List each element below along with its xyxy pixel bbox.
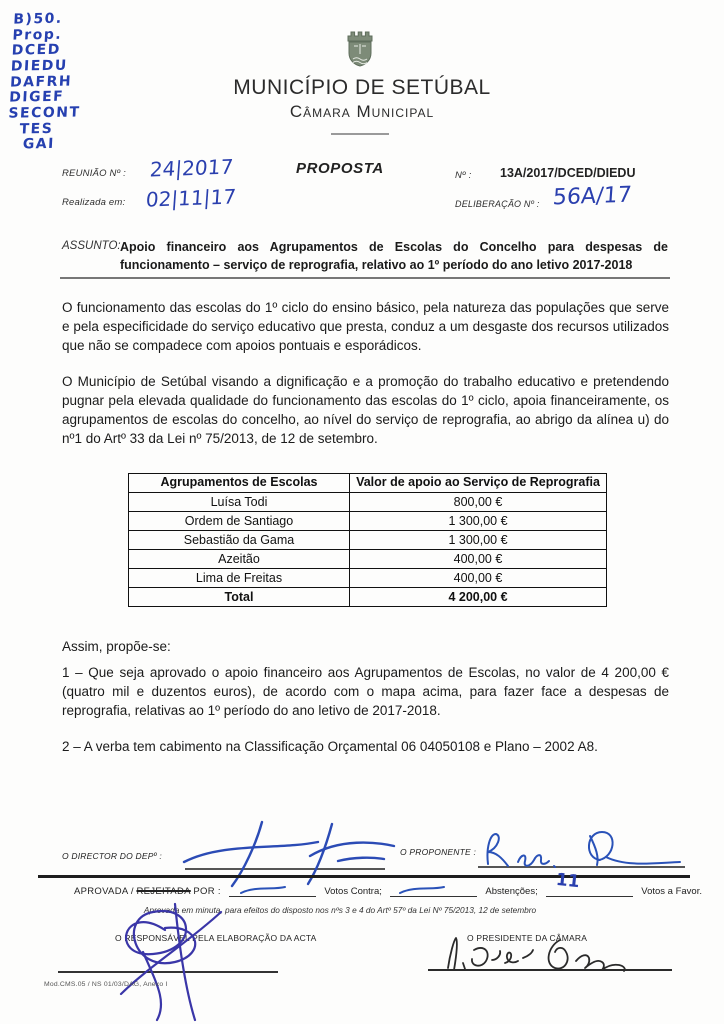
header-divider (331, 133, 389, 135)
handwritten-dash (237, 883, 289, 896)
proposal-item-2: 2 – A verba tem cabimento na Classificação Orçamental 06 04050108 e Plano – 2002 A8. (62, 739, 598, 754)
presidente-signature (436, 934, 651, 974)
responsavel-label: O RESPONSÁVEL PELA ELABORAÇÃO DA ACTA (115, 933, 317, 943)
por-label: POR : (193, 886, 221, 897)
grants-table (128, 473, 607, 607)
table-cell-school: Luísa Todi (129, 493, 350, 512)
routing-line: DAFRH (9, 73, 73, 91)
realizada-label: Realizada em: (62, 197, 126, 208)
numero-label: Nº : (455, 170, 472, 181)
assunto-text: Apoio financeiro aos Agrupamentos de Escolas do Concelho para despesas de funcionamento – serviço de reprografia, relativo ao 1º período do ano letivo 2017-2018 (120, 240, 668, 272)
table-cell-school: Azeitão (129, 550, 350, 569)
table-row (129, 531, 607, 550)
proponente-signature (478, 824, 688, 870)
voting-result-row (74, 869, 702, 897)
votos-favor-blank (546, 869, 634, 897)
routing-line: DCED (11, 42, 62, 59)
table-total-row (129, 588, 607, 607)
votos-contra-label: Votos Contra; (324, 886, 382, 897)
responsavel-signature (95, 896, 245, 1024)
body-paragraph-1: O funcionamento das escolas do 1º ciclo do ensino básico, pela natureza das populações que serve e pela especificidade do serviço educativo que presta, conduz a um desgaste dos recursos utilizados que não se compadece com apoios pontuais e esporádicos. (62, 300, 669, 354)
abstencoes-blank (390, 883, 478, 897)
table-row (129, 569, 607, 588)
routing-line: SECONT (7, 104, 81, 122)
department-subtitle: Câmara Municipal (289, 102, 435, 121)
minuta-note: Aprovada em minuta, para efeitos do disposto nos nºs 3 e 4 do Artº 57º da Lei Nº 75/2013, 12 de setembro (143, 905, 537, 915)
reuniao-handwritten-value: 24|2017 (149, 154, 235, 182)
votos-favor-handwritten-value: 11 (554, 869, 581, 893)
deliberacao-label: DELIBERAÇÃO Nº : (455, 199, 540, 209)
table-row (129, 550, 607, 569)
proposta-title: PROPOSTA (296, 160, 384, 177)
section-divider-rule (38, 875, 690, 878)
proponente-label: O PROPONENTE : (400, 847, 477, 857)
routing-line: TES (19, 120, 54, 138)
assunto-rule (60, 277, 670, 279)
body-paragraph-2: O Município de Setúbal visando a dignificação e a promoção do trabalho educativo e pretendendo pugnar pela elevada qualidade do funcionamento das escolas do 1º ciclo, apoia financeiramente, os agrupamentos de escolas do concelho, ao nível do serviço de reprografia, ao abrigo da alínea u) do nº1 do Artº 33 da Lei nº 75/2013, de 12 de setembro. (62, 374, 669, 447)
table-header-row (129, 474, 607, 493)
presidente-label: O PRESIDENTE DA CÂMARA (467, 933, 588, 943)
votos-contra-blank (229, 883, 317, 897)
routing-line: B)50. (12, 10, 64, 28)
table-header-agrupamentos: Agrupamentos de Escolas (129, 474, 350, 493)
rejeitada-strikethrough-label: REJEITADA (136, 886, 191, 897)
table-cell-value: 400,00 € (350, 569, 607, 588)
handwritten-dash (396, 883, 448, 896)
realizada-handwritten-value: 02|11|17 (145, 184, 237, 212)
table-cell-value: 400,00 € (350, 550, 607, 569)
aprovada-label: APROVADA / (74, 886, 134, 897)
table-cell-value: 1 300,00 € (350, 512, 607, 531)
table-cell-value: 1 300,00 € (350, 531, 607, 550)
municipality-title: MUNICÍPIO DE SETÚBAL (233, 76, 491, 99)
table-row (129, 512, 607, 531)
table-cell-school: Sebastião da Gama (129, 531, 350, 550)
table-total-label: Total (129, 588, 350, 607)
table-cell-school: Ordem de Santiago (129, 512, 350, 531)
numero-value: 13A/2017/DCED/DIEDU (500, 166, 636, 180)
table-row (129, 493, 607, 512)
municipal-crest-icon (341, 26, 379, 70)
assunto-label: ASSUNTO: (62, 240, 121, 252)
routing-line: Prop. (12, 26, 63, 44)
deliberacao-handwritten-value: 56A/17 (552, 182, 633, 211)
reuniao-label: REUNIÃO Nº : (62, 168, 126, 179)
form-reference: Mod.CMS.05 / NS 01/03/DAG, Anexo I (44, 981, 168, 988)
table-total-value: 4 200,00 € (350, 588, 607, 607)
table-cell-value: 800,00 € (350, 493, 607, 512)
routing-line: DIEDU (10, 57, 69, 75)
routing-line: DIGEF (8, 89, 65, 107)
routing-line: GAI (22, 136, 56, 153)
proposal-item-1: 1 – Que seja aprovado o apoio financeiro aos Agrupamentos de Escolas, no valor de 4 200,00 € (quatro mil e duzentos euros), de acordo com o mapa acima, para fazer face a despesas de reprografia, relativas ao 1º período do ano letivo de 2017-2018. (62, 665, 669, 719)
director-label: O DIRECTOR DO DEPº : (62, 851, 162, 861)
table-cell-school: Lima de Freitas (129, 569, 350, 588)
table-header-valor: Valor de apoio ao Serviço de Reprografia (350, 474, 607, 493)
abstencoes-label: Abstenções; (485, 886, 538, 897)
propose-intro: Assim, propõe-se: (62, 639, 171, 654)
votos-favor-label: Votos a Favor. (641, 886, 702, 897)
